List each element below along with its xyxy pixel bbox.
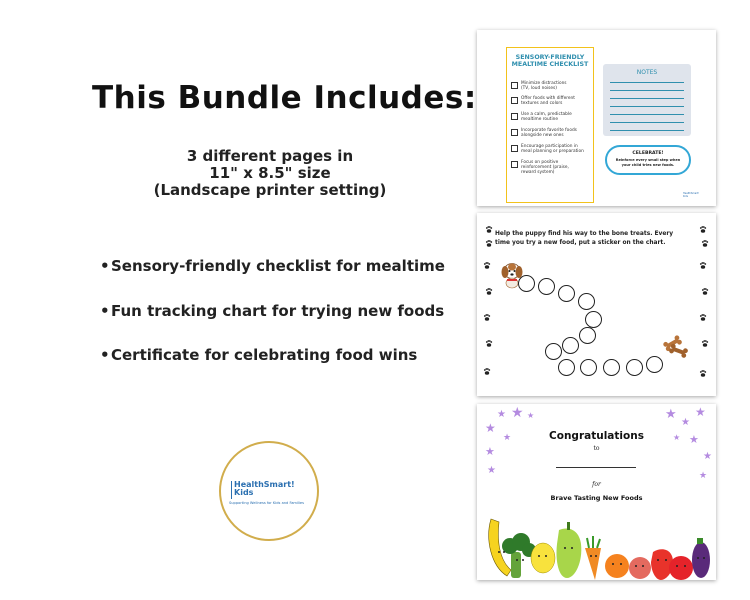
star-icon: ★ [699, 471, 708, 481]
sticker-circle [646, 356, 663, 373]
checklist-item-text: reinforcement (praise, [521, 165, 569, 170]
checklist-item-text: Minimize distractions [521, 81, 567, 86]
celebrate-title: CELEBRATE! [632, 151, 664, 156]
checklist-title-line: SENSORY-FRIENDLY [515, 54, 585, 61]
star-icon: ★ [689, 433, 699, 446]
checkbox [511, 145, 518, 152]
paw-print-icon [700, 262, 706, 269]
checkbox [511, 97, 518, 104]
certificate-to: to [593, 445, 600, 452]
paw-print-icon [486, 340, 492, 347]
star-icon: ★ [681, 417, 690, 428]
checklist-item-text: (TV, loud noises) [521, 86, 557, 91]
subtitle-line: 11" x 8.5" size [209, 164, 331, 182]
notes-line [610, 130, 684, 131]
logo-accent-bar [231, 481, 232, 499]
paw-print-icon [700, 314, 706, 321]
certificate-heading: Congratulations [549, 430, 644, 442]
notes-line [610, 114, 684, 115]
checkbox [511, 82, 518, 89]
checklist-item-text: mealtime routine [521, 117, 558, 122]
bundle-title: This Bundle Includes: [92, 80, 477, 116]
checklist-panel [506, 47, 594, 203]
certificate-for: for [592, 481, 601, 488]
certificate-name-line [556, 467, 636, 468]
certificate-achievement: Brave Tasting New Foods [550, 494, 643, 502]
subtitle-line: 3 different pages in [186, 147, 354, 165]
mini-logo-line: Kids [683, 195, 688, 198]
paw-print-icon [486, 288, 492, 295]
checklist-item-text: meal planning or preparation [521, 149, 584, 154]
paw-print-icon [700, 370, 706, 377]
bullet-text: Certificate for celebrating food wins [111, 346, 418, 364]
sticker-circle [580, 359, 597, 376]
bone-icon [662, 335, 688, 359]
checklist-item-text: Use a calm, predictable [521, 112, 572, 117]
page-size-description [120, 148, 420, 199]
star-icon: ★ [703, 451, 712, 462]
notes-line [610, 82, 684, 83]
notes-panel [603, 64, 691, 136]
bullet-dot: • [100, 302, 110, 320]
certificate-page-preview [477, 404, 716, 580]
sticker-circle [545, 343, 562, 360]
sticker-circle [585, 311, 602, 328]
subtitle-line: (Landscape printer setting) [153, 181, 387, 199]
paw-print-icon [702, 288, 708, 295]
checklist-item-text: Incorporate favorite foods [521, 128, 577, 133]
sticker-circle [558, 285, 575, 302]
celebrate-text-line: Reinforce every small step when [615, 158, 681, 162]
sticker-circle [626, 359, 643, 376]
sticker-circle [538, 278, 555, 295]
bullet-text: Fun tracking chart for trying new foods [111, 302, 445, 320]
notes-line [610, 106, 684, 107]
sticker-circle [518, 275, 535, 292]
paw-print-icon [486, 226, 492, 233]
paw-print-icon [484, 314, 490, 321]
sticker-circle [558, 359, 575, 376]
tracking-chart-page-preview [477, 213, 716, 396]
bullet-item [100, 302, 444, 320]
checklist-title [507, 54, 593, 68]
checklist-item-text: reward system) [521, 170, 555, 175]
paw-print-icon [484, 368, 490, 375]
sticker-circle [579, 327, 596, 344]
paw-print-icon [702, 240, 708, 247]
bullet-item [100, 346, 417, 364]
star-icon: ★ [487, 465, 496, 476]
mini-logo [683, 192, 699, 198]
checklist-item-text: Offer foods with different [521, 96, 575, 101]
star-icon: ★ [497, 409, 506, 420]
celebrate-cloud [605, 145, 691, 175]
bullet-dot: • [100, 346, 110, 364]
notes-title: NOTES [636, 69, 658, 76]
bullet-item [100, 257, 445, 275]
bullet-dot: • [100, 257, 110, 275]
logo-tagline: Supporting Wellness for Kids and Families [229, 501, 304, 505]
paw-print-icon [486, 240, 492, 247]
star-icon: ★ [511, 405, 524, 421]
notes-line [610, 98, 684, 99]
maze-instructions-line: time you try a new food, put a sticker on the chart. [495, 240, 666, 246]
checklist-item-text: Focus on positive [521, 160, 559, 165]
sticker-circle [603, 359, 620, 376]
paw-print-icon [702, 340, 708, 347]
sticker-circle [562, 337, 579, 354]
paw-print-icon [700, 226, 706, 233]
star-icon: ★ [503, 433, 512, 443]
maze-instructions-line: Help the puppy find his way to the bone treats. Every [495, 231, 674, 237]
mini-logo-line: HealthSmart! [683, 192, 700, 195]
checklist-title-line: MEALTIME CHECKLIST [511, 61, 589, 68]
logo-name [234, 481, 310, 497]
checkbox [511, 113, 518, 120]
star-icon: ★ [673, 433, 681, 442]
star-icon: ★ [695, 405, 706, 419]
bullet-text: Sensory-friendly checklist for mealtime [111, 257, 445, 275]
star-icon: ★ [485, 421, 496, 435]
star-icon: ★ [485, 445, 495, 458]
logo-name-line: HealthSmart! [234, 480, 295, 489]
star-icon: ★ [665, 407, 677, 422]
notes-line [610, 90, 684, 91]
checkbox [511, 129, 518, 136]
logo-name-line: Kids [234, 488, 254, 497]
fruit-vegetable-characters-icon [477, 504, 716, 580]
checkbox [511, 161, 518, 168]
celebrate-text-line: your child tries new foods. [621, 162, 675, 167]
paw-print-icon [484, 262, 490, 269]
star-icon: ★ [527, 411, 535, 420]
checklist-page-preview [477, 30, 716, 206]
sticker-circle [578, 293, 595, 310]
checklist-item-text: textures and colors [521, 101, 563, 106]
brand-logo [219, 441, 319, 541]
notes-line [610, 122, 684, 123]
celebrate-text [607, 158, 689, 167]
checklist-item-text: Encourage participation in [521, 144, 578, 149]
checklist-item-text: alongside new ones [521, 133, 564, 138]
